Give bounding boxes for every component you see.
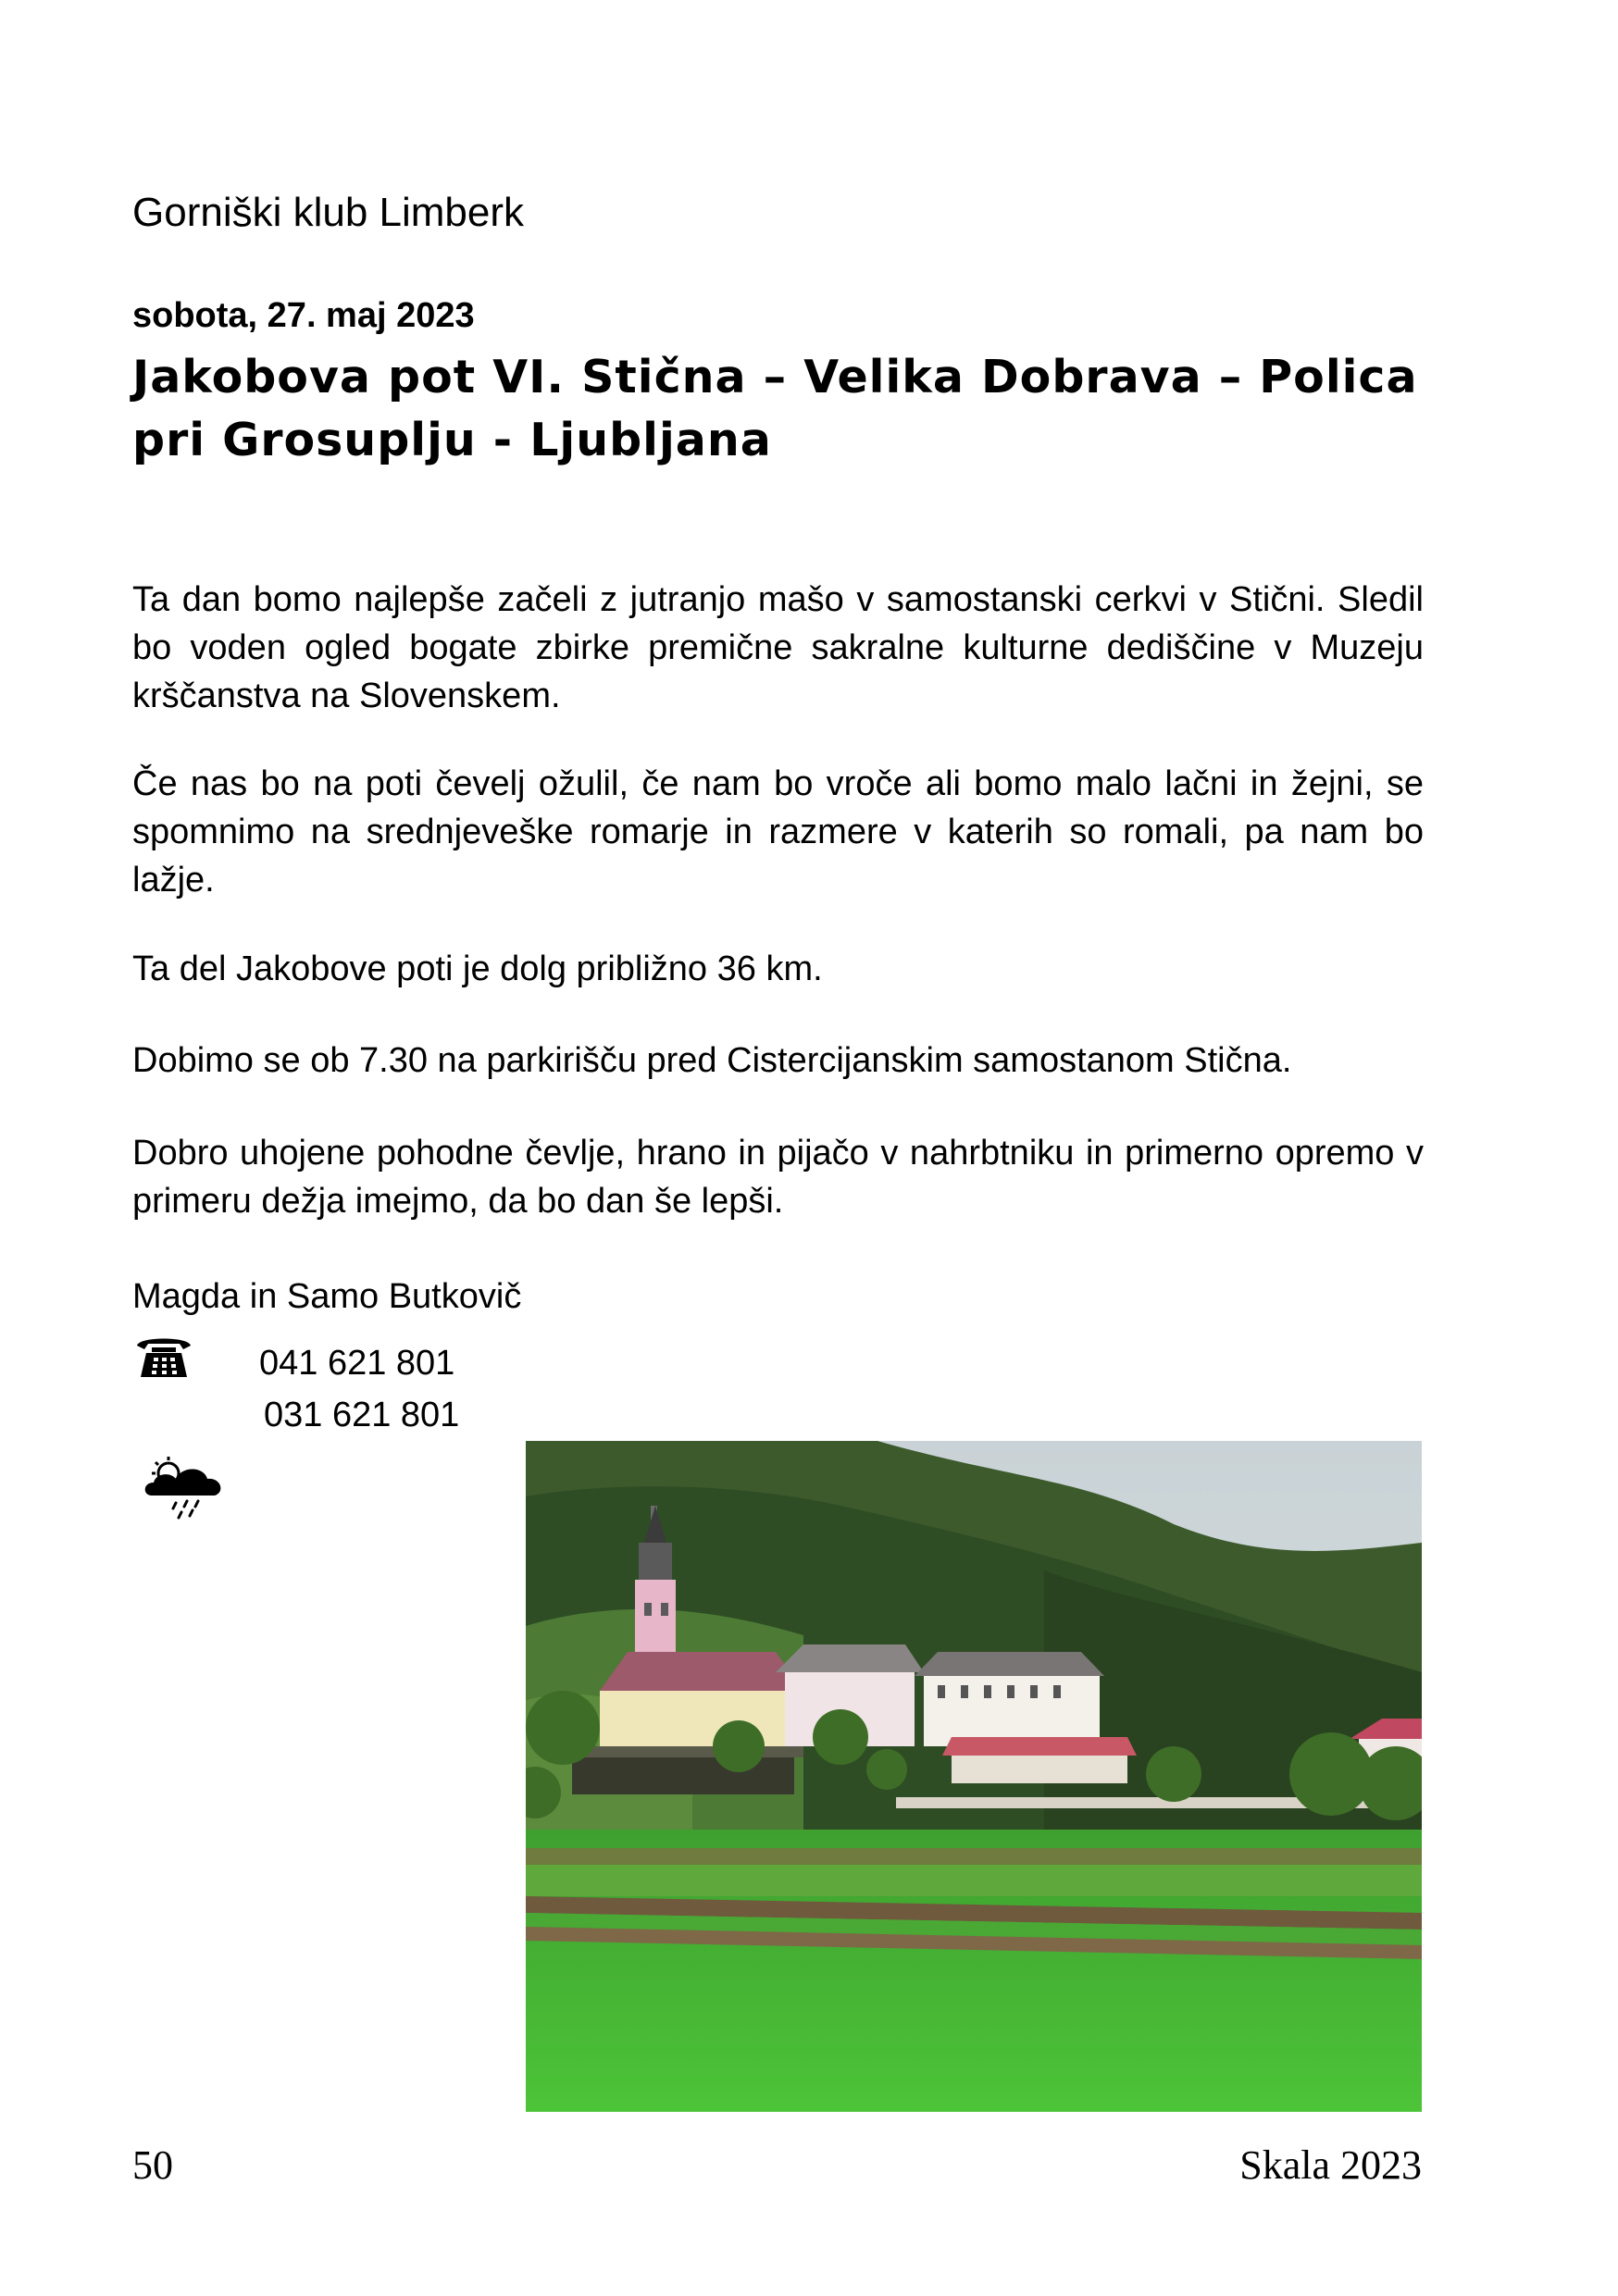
paragraph-meeting: Dobimo se ob 7.30 na parkirišču pred Cistercijanskim samostanom Stična. <box>132 1041 1292 1080</box>
monastery-landscape-photo <box>526 1441 1422 2112</box>
page-number: 50 <box>132 2142 173 2188</box>
event-title-line2: pri Grosuplju - Ljubljana <box>132 414 772 466</box>
paragraph-pilgrims: Če nas bo na poti čevelj ožulil, če nam bo vroče ali bomo malo lačni in žejni, se spomnimo na srednjeveške romarje in razmere v katerih so romali, pa nam bo lažje. <box>132 764 1424 900</box>
contact-names: Magda in Samo Butkovič <box>132 1277 522 1316</box>
club-name: Gorniški klub Limberk <box>132 190 525 235</box>
event-title <box>132 346 1447 472</box>
paragraph-distance: Ta del Jakobove poti je dolg približno 36 km. <box>132 949 823 988</box>
event-title-line1: Jakobova pot VI. Stična – Velika Dobrava – Polica <box>132 351 1418 403</box>
telephone-icon <box>135 1333 193 1381</box>
phone-number-2: 031 621 801 <box>264 1396 460 1434</box>
paragraph-mass: Ta dan bomo najlepše začeli z jutranjo mašo v samostanski cerkvi v Stični. Sledil bo voden ogled bogate zbirke premične sakralne kulturne dediščine v Muzeju krščanstva na Slovenskem. <box>132 580 1424 715</box>
event-date: sobota, 27. maj 2023 <box>132 296 475 335</box>
paragraph-equipment: Dobro uhojene pohodne čevlje, hrano in pijačo v nahrbtniku in primerno opremo v primeru dežja imejmo, da bo dan še lepši. <box>132 1134 1424 1221</box>
rain-cloud-icon <box>141 1455 229 1521</box>
phone-number-1: 041 621 801 <box>259 1344 455 1383</box>
publication-title: Skala 2023 <box>1239 2142 1422 2188</box>
